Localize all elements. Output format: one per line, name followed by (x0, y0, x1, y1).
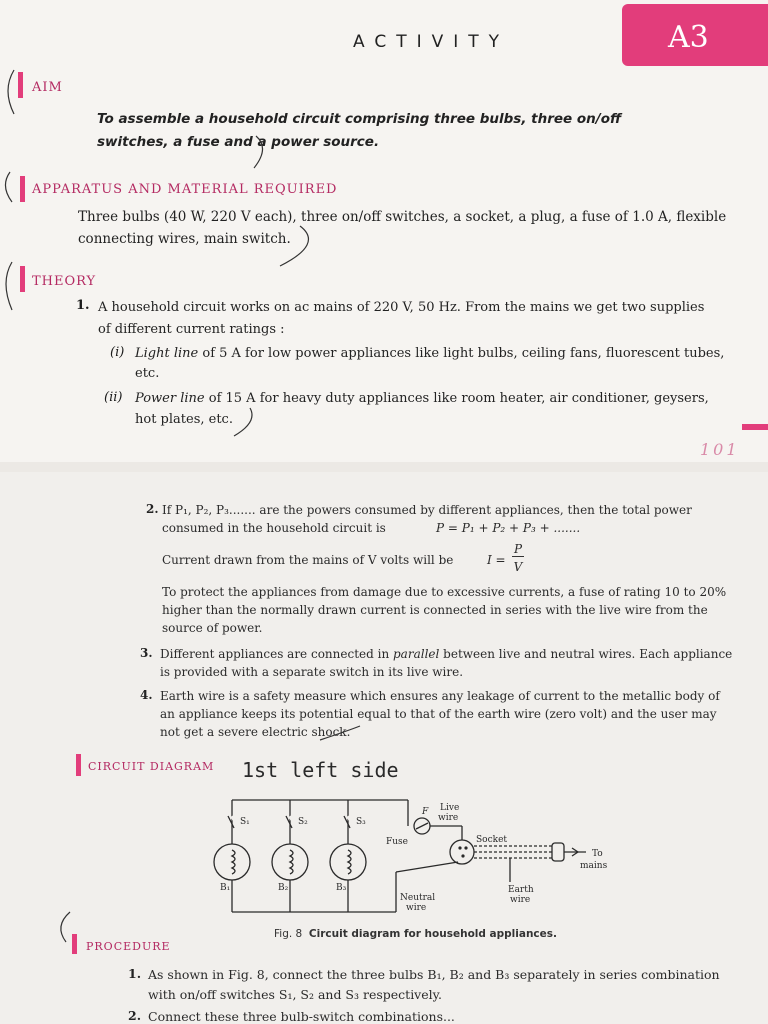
page-edge-tab (742, 424, 768, 430)
figure-caption (274, 928, 557, 940)
activity-badge-label: A3 (668, 20, 709, 55)
activity-title: ACTIVITY (353, 32, 510, 52)
aim-heading: AIM (32, 80, 63, 95)
circuit-heading: CIRCUIT DIAGRAM (88, 760, 215, 773)
item2-number: 2. (146, 502, 159, 516)
live-label: Live (440, 803, 460, 813)
switch-2-label: S₂ (298, 817, 308, 827)
page-gap (0, 462, 768, 472)
bulb-2-label: B₂ (278, 883, 289, 893)
neutral-label: Neutral (400, 893, 436, 903)
aim-text: To assemble a household circuit comprising three bulbs, three on/off switches, a fuse and a power source. (97, 111, 622, 150)
socket-label: Socket (476, 835, 508, 845)
theory-sub1-rest: of 5 A for low power appliances like light bulbs, ceiling fans, fluorescent tubes, (198, 346, 725, 361)
live-wire-label: wire (438, 813, 459, 823)
mains-label: mains (580, 861, 608, 871)
fuse-line1: To protect the appliances from damage due to excessive currents, a fuse of rating 10 to 20% (162, 585, 727, 599)
theory-sub1-number: (i) (110, 345, 125, 360)
item3-line2: is provided with a separate switch in its live wire. (160, 665, 464, 679)
theory-heading: THEORY (32, 274, 97, 289)
step2-number: 2. (128, 1008, 142, 1023)
figure-caption-text: Circuit diagram for household appliances. (308, 928, 558, 940)
socket-neutral-lead (396, 862, 458, 872)
item4-line1: Earth wire is a safety measure which ensures any leakage of current to the metallic body of (160, 689, 720, 703)
socket-pin-3 (461, 854, 464, 857)
theory-item1-line2: of different current ratings : (98, 322, 285, 337)
item3-part-a: Different appliances are connected in (160, 647, 393, 661)
current-formula-lhs: I = (487, 553, 506, 567)
aim-bar (18, 72, 23, 98)
theory-sub2-number: (ii) (104, 390, 123, 405)
fuse-line2: higher than the normally drawn current is connected in series with the live wire from the (162, 603, 708, 617)
apparatus-bar (20, 176, 25, 202)
bulb-1-label: B₁ (220, 883, 231, 893)
step1-line1: As shown in Fig. 8, connect the three bulbs B₁, B₂ and B₃ separately in series combination (148, 967, 720, 982)
item2-line2: consumed in the household circuit is (162, 521, 386, 535)
fuse-line3: source of power. (162, 621, 263, 635)
plug-icon (552, 843, 564, 861)
item3-line1 (160, 646, 768, 663)
switch-3-label: S₃ (356, 817, 366, 827)
step2-line1: Connect these three bulb-switch combinations... (148, 1009, 455, 1024)
earth-wire-label: wire (510, 895, 531, 905)
socket-icon (450, 840, 474, 864)
current-numerator: P (513, 542, 523, 556)
total-power-formula: P = P₁ + P₂ + P₃ + ....... (436, 521, 581, 535)
theory-sub1-line1 (135, 344, 755, 364)
theory-item1-line1: A household circuit works on ac mains of 220 V, 50 Hz. From the mains we get two supplies (98, 300, 705, 315)
socket-pin-1 (458, 846, 461, 849)
current-denominator: V (513, 560, 523, 574)
power-line-term: Power line (135, 391, 205, 406)
fuse-label: Fuse (386, 837, 408, 847)
theory-sub2-rest: of 15 A for heavy duty appliances like room heater, air conditioner, geysers, (204, 391, 709, 406)
earth-label: Earth (508, 885, 534, 895)
item2-line1: If P₁, P₂, P₃....... are the powers consumed by different appliances, then the total power (162, 503, 692, 517)
bulb-3-label: B₃ (336, 883, 347, 893)
to-label: To (592, 849, 603, 859)
parallel-term: parallel (393, 647, 440, 661)
switch-1-label: S₁ (240, 817, 250, 827)
item3-part-b: between live and neutral wires. Each appliance (439, 647, 733, 661)
item4-number: 4. (140, 688, 153, 702)
light-line-term: Light line (135, 346, 199, 361)
activity-badge (622, 4, 768, 66)
theory-item1-number: 1. (76, 298, 90, 313)
item3-number: 3. (140, 646, 153, 660)
circuit-diagram (200, 786, 630, 926)
neutral-wire-label: wire (406, 903, 427, 913)
step1-line2: with on/off switches S₁, S₂ and S₃ respectively. (148, 987, 443, 1002)
theory-sub1-line2: etc. (135, 366, 160, 381)
circuit-bar (76, 754, 81, 776)
handwritten-note: 1st left side (242, 758, 399, 782)
theory-sub2-line2: hot plates, etc. (135, 412, 233, 427)
apparatus-text: Three bulbs (40 W, 220 V each), three on/off switches, a socket, a plug, a fuse of 1.0 A, flexible connecting wires, main switch. (78, 209, 727, 247)
procedure-heading: PROCEDURE (86, 940, 171, 953)
socket-pin-2 (464, 846, 467, 849)
theory-sub2-line1 (135, 389, 755, 409)
theory-bar (20, 266, 25, 292)
fuse-f-label: F (422, 807, 429, 817)
apparatus-heading: APPARATUS AND MATERIAL REQUIRED (32, 182, 338, 197)
step1-number: 1. (128, 966, 142, 981)
item4-line2: an appliance keeps its potential equal to that of the earth wire (zero volt) and the user may (160, 707, 717, 721)
figure-number: Fig. 8 (274, 928, 303, 940)
current-text: Current drawn from the mains of V volts will be (162, 553, 454, 567)
page-number: 101 (700, 440, 740, 459)
procedure-bar (72, 934, 77, 954)
item4-line3: not get a severe electric shock. (160, 725, 351, 739)
